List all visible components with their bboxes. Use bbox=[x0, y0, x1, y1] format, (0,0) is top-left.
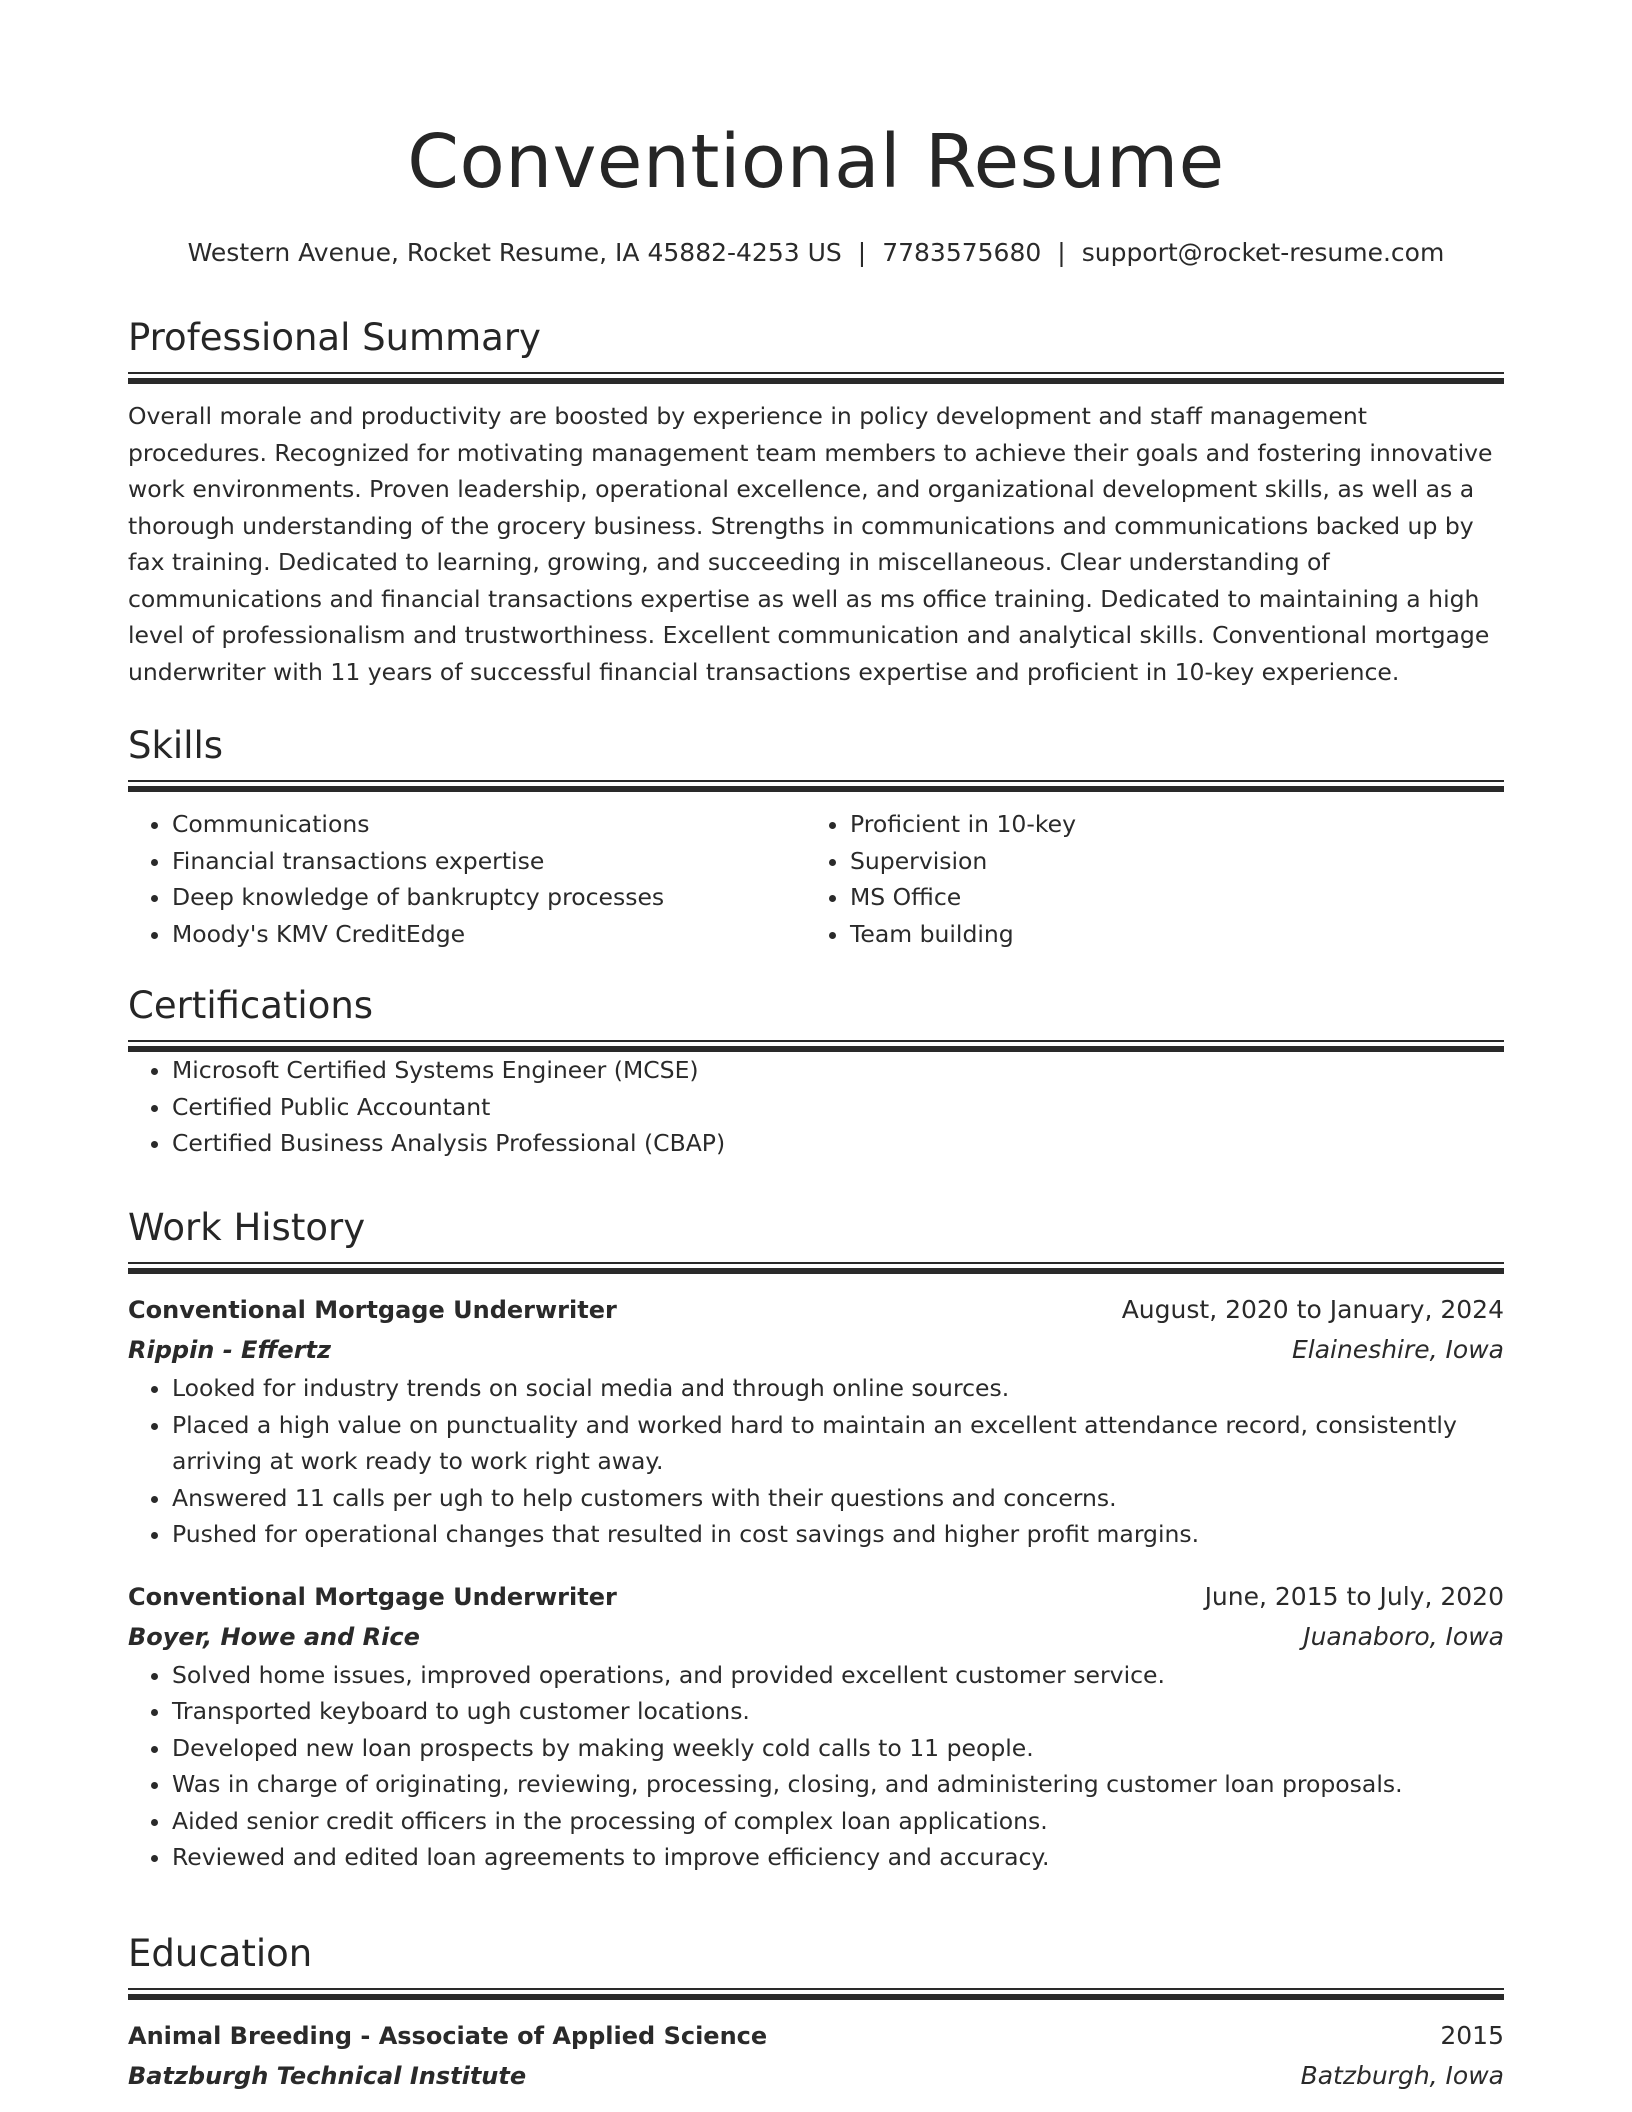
summary-text: Overall morale and productivity are boosted by experience in policy development and staff management procedures. Recognized for motivating management team members to achieve their goals and fostering innovative work environments. Proven leadership, operational excellence, and organizational development skills, as well as a thorough understanding of the grocery business. Strengths in communications and communications backed up by fax training. Dedicated to learning, growing, and succeeding in miscellaneous. Clear understanding of communications and financial transactions expertise as well as ms office training. Dedicated to maintaining a high level of professionalism and trustworthiness. Excellent communication and analytical skills. Conventional mortgage underwriter with 11 years of successful financial transactions expertise and proficient in 10-key experience. bbox=[128, 402, 1493, 686]
contact-email: support@rocket-resume.com bbox=[1081, 238, 1445, 267]
summary-section bbox=[128, 316, 1504, 690]
section-title-work-history: Work History bbox=[128, 1206, 366, 1249]
education-entry bbox=[128, 2016, 1504, 2096]
certification-item: • Certified Public Accountant bbox=[172, 1089, 1504, 1126]
job-dates: August, 2020 to January, 2024 bbox=[1121, 1295, 1504, 1325]
section-title-certifications: Certifications bbox=[128, 984, 374, 1027]
skills-columns bbox=[128, 806, 1504, 952]
job-dates: June, 2015 to July, 2020 bbox=[1204, 1581, 1504, 1611]
section-title-skills: Skills bbox=[128, 724, 224, 767]
skill-item: • Deep knowledge of bankruptcy processes bbox=[172, 879, 806, 916]
job-bullet: • Transported keyboard to ugh customer locations. bbox=[172, 1693, 1504, 1730]
work-history-section bbox=[128, 1206, 1504, 1876]
section-divider bbox=[128, 780, 1504, 792]
contact-phone: 7783575680 bbox=[882, 238, 1042, 267]
section-title-education: Education bbox=[128, 1932, 313, 1975]
skill-item: • Financial transactions expertise bbox=[172, 843, 806, 880]
skills-column-left bbox=[128, 806, 806, 952]
job-bullet: • Placed a high value on punctuality and worked hard to maintain an excellent attendance record, consistently arriving at work ready to work right away. bbox=[172, 1407, 1504, 1480]
skill-item: • Proficient in 10-key bbox=[850, 806, 1484, 843]
certification-item: • Certified Business Analysis Professional (CBAP) bbox=[172, 1125, 1504, 1162]
job-bullet: • Aided senior credit officers in the processing of complex loan applications. bbox=[172, 1803, 1504, 1840]
job-bullet: • Looked for industry trends on social media and through online sources. bbox=[172, 1370, 1504, 1407]
job-title: Conventional Mortgage Underwriter bbox=[128, 1296, 617, 1325]
skill-item: • MS Office bbox=[850, 879, 1484, 916]
section-title-summary: Professional Summary bbox=[128, 316, 541, 359]
job-entry bbox=[128, 1577, 1504, 1876]
job-location: Elaineshire, Iowa bbox=[1291, 1335, 1504, 1365]
job-bullet: • Developed new loan prospects by making weekly cold calls to 11 people. bbox=[172, 1730, 1504, 1767]
skill-item: • Moody's KMV CreditEdge bbox=[172, 916, 806, 953]
skill-item: • Communications bbox=[172, 806, 806, 843]
job-title: Conventional Mortgage Underwriter bbox=[128, 1582, 617, 1611]
job-bullet: • Pushed for operational changes that resulted in cost savings and higher profit margins. bbox=[172, 1516, 1504, 1553]
skills-section bbox=[128, 724, 1504, 952]
job-entry bbox=[128, 1290, 1504, 1553]
contact-address: Western Avenue, Rocket Resume, IA 45882-4253 US bbox=[187, 238, 842, 267]
contact-line bbox=[128, 238, 1504, 267]
job-bullet: • Answered 11 calls per ugh to help customers with their questions and concerns. bbox=[172, 1480, 1504, 1517]
job-company: Rippin - Effertz bbox=[128, 1336, 331, 1365]
section-divider bbox=[128, 1040, 1504, 1052]
contact-separator: | bbox=[1057, 238, 1066, 267]
job-company: Boyer, Howe and Rice bbox=[128, 1622, 420, 1651]
section-divider bbox=[128, 372, 1504, 384]
education-section bbox=[128, 1932, 1504, 2096]
skills-column-right bbox=[806, 806, 1484, 952]
education-degree: Animal Breeding - Associate of Applied Science bbox=[128, 2022, 768, 2051]
education-location: Batzburgh, Iowa bbox=[1300, 2061, 1504, 2091]
education-year: 2015 bbox=[1440, 2021, 1504, 2051]
contact-separator: | bbox=[857, 238, 867, 267]
skill-item: • Supervision bbox=[850, 843, 1484, 880]
section-divider bbox=[128, 1988, 1504, 2000]
section-divider bbox=[128, 1262, 1504, 1274]
job-bullet: • Was in charge of originating, reviewing, processing, closing, and administering customer loan proposals. bbox=[172, 1766, 1504, 1803]
job-bullet: • Reviewed and edited loan agreements to improve efficiency and accuracy. bbox=[172, 1839, 1504, 1876]
certification-item: • Microsoft Certified Systems Engineer (MCSE) bbox=[172, 1052, 1504, 1089]
job-location: Juanaboro, Iowa bbox=[1303, 1621, 1504, 1651]
resume-name: Conventional Resume bbox=[407, 119, 1225, 205]
education-school: Batzburgh Technical Institute bbox=[128, 2062, 527, 2091]
job-bullet: • Solved home issues, improved operations, and provided excellent customer service. bbox=[172, 1657, 1504, 1694]
certifications-section bbox=[128, 984, 1504, 1162]
skill-item: • Team building bbox=[850, 916, 1484, 953]
